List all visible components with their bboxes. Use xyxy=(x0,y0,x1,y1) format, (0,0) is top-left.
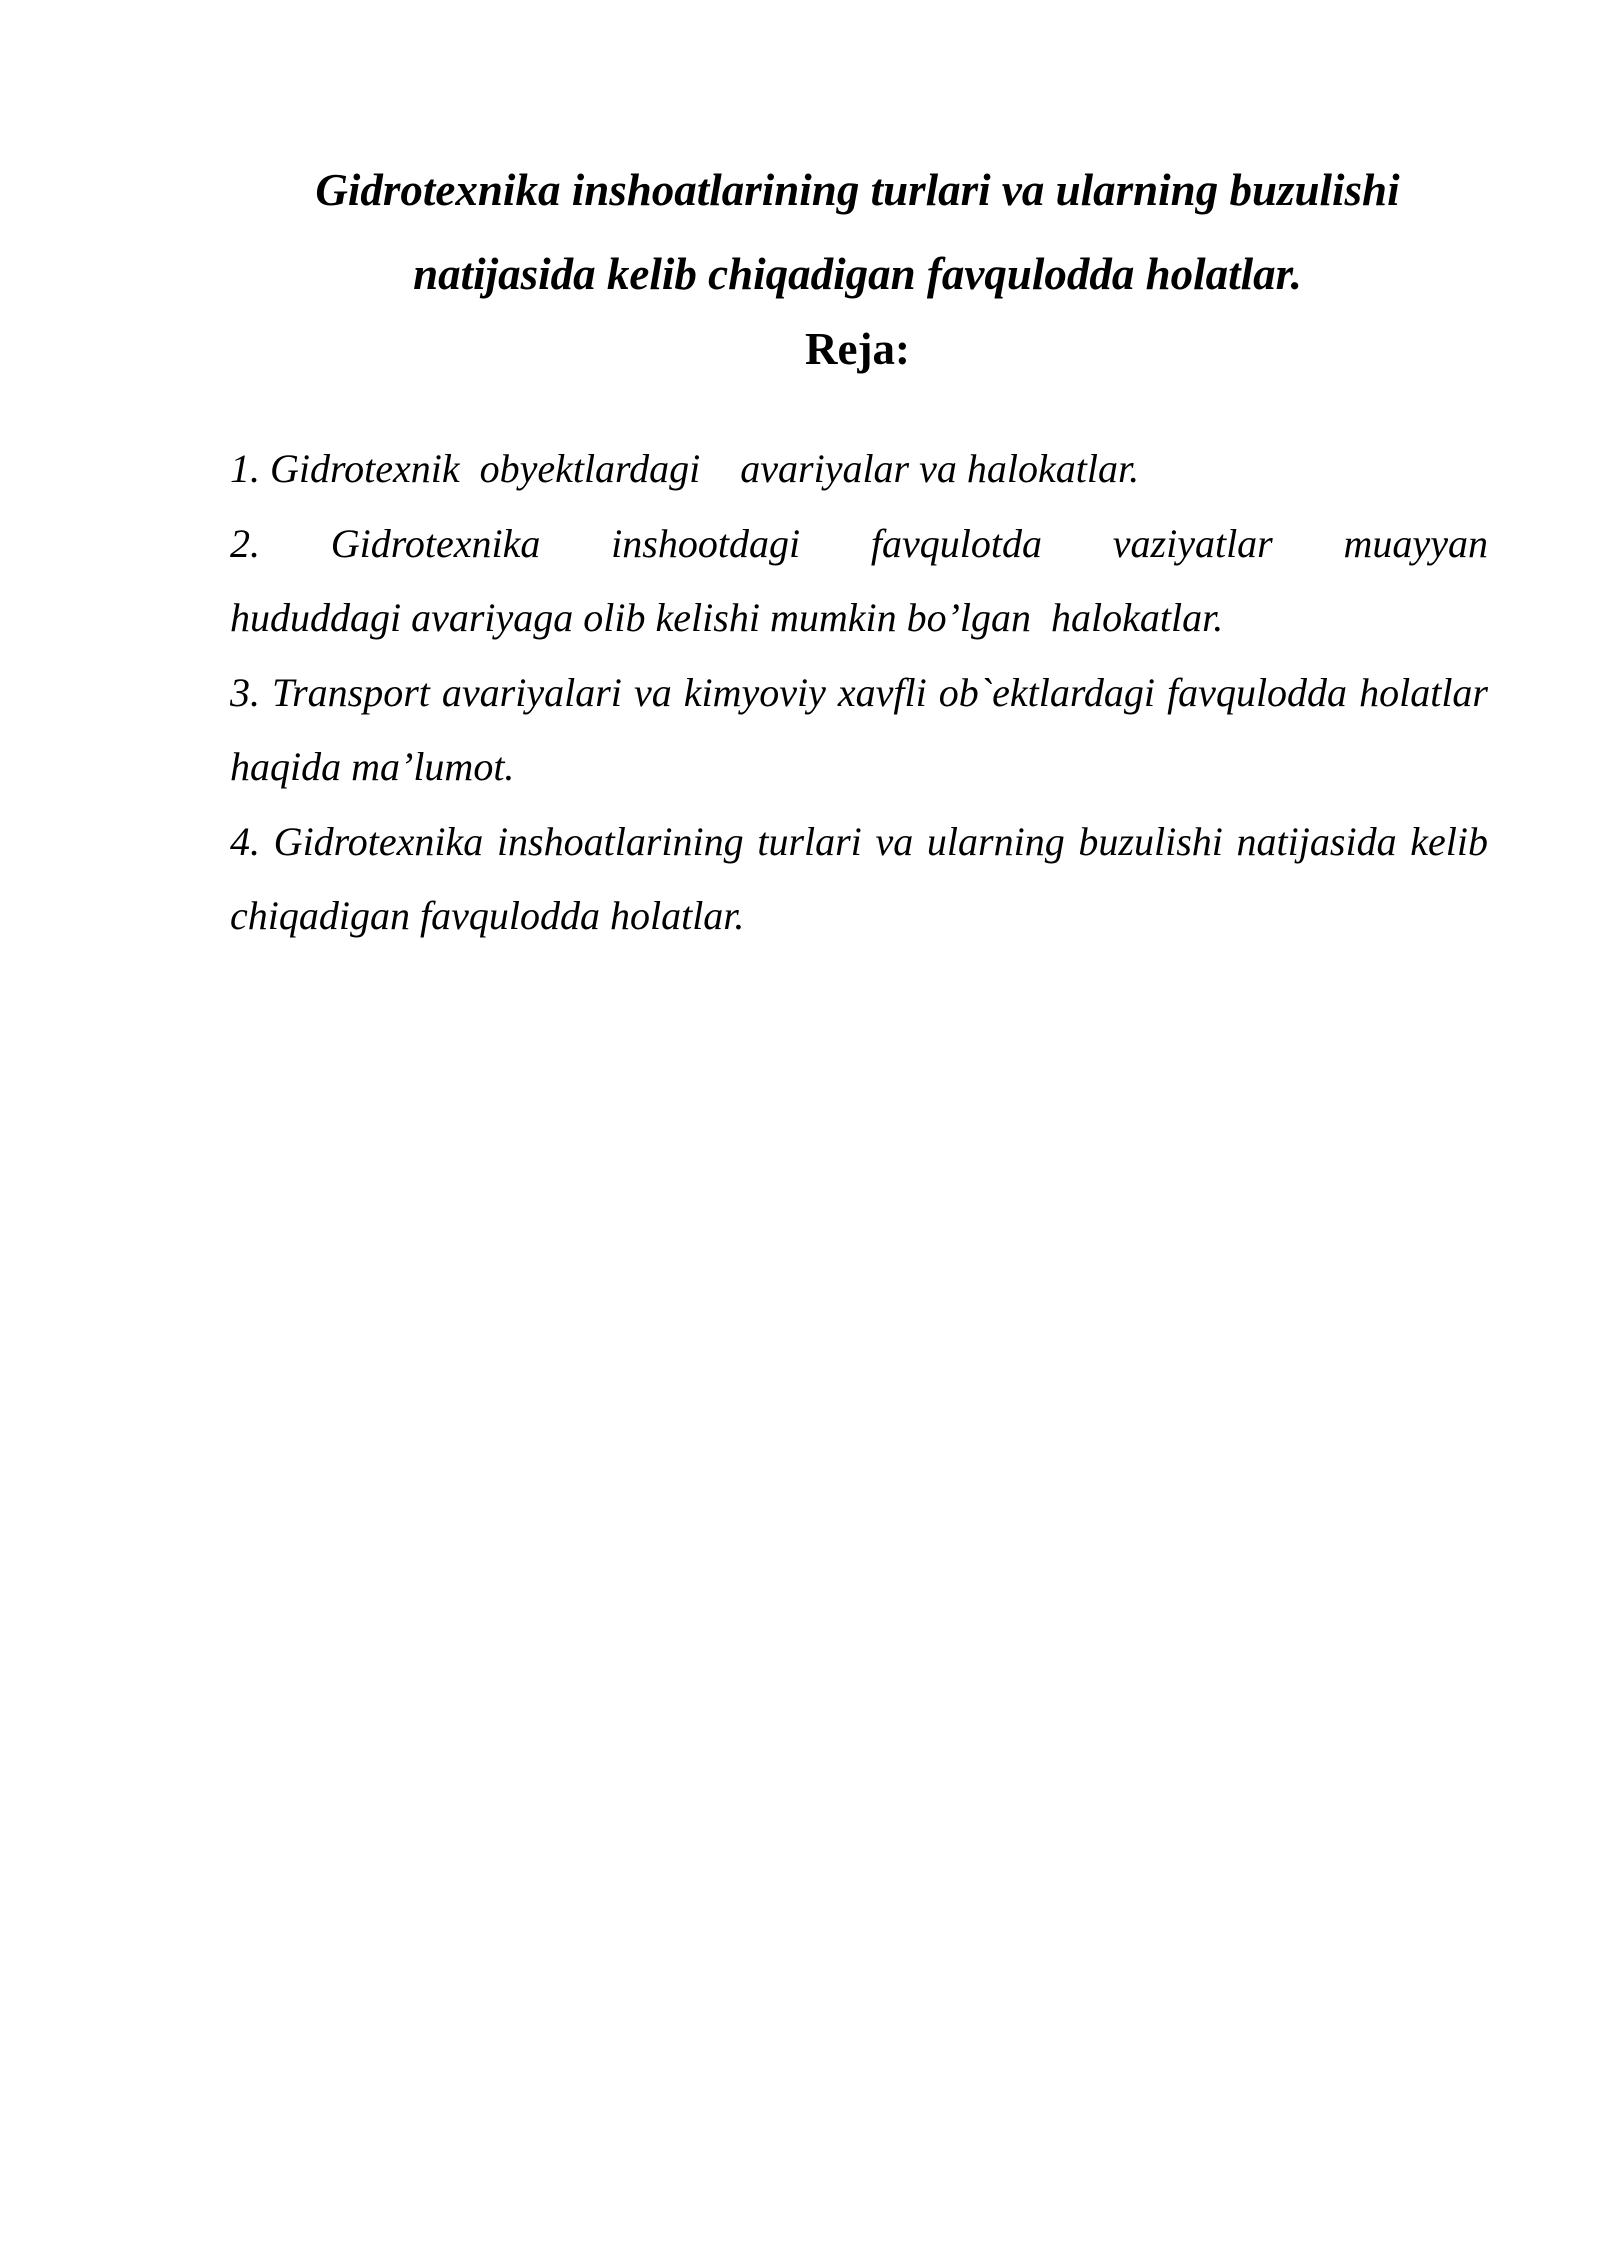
plan-list xyxy=(230,432,1488,954)
plan-item-2-word-3: inshootdagi xyxy=(611,520,801,566)
plan-item-2-continuation: hududdagi avariyaga olib kelishi mumkin bo’lgan halokatlar. xyxy=(230,595,1224,640)
plan-item-2-word-5: vaziyatlar xyxy=(1112,520,1273,566)
plan-item-4 xyxy=(230,805,1488,954)
plan-item-1 xyxy=(230,432,1488,507)
plan-item-3-text: 3. Transport avariyalari va kimyoviy xavfli ob`ektlardagi favqulodda holatlar haqida ma’lumot. xyxy=(230,669,1488,789)
plan-item-2-word-1: 2. xyxy=(230,520,260,566)
plan-item-4-text: 4. Gidrotexnika inshoatlarining turlari va ularning buzulishi natijasida kelib chiqadigan favqulodda holatlar. xyxy=(230,818,1488,938)
plan-item-2-word-4: favqulotda xyxy=(870,520,1042,566)
plan-item-1-text: 1. Gidrotexnik obyektlardagi avariyalar va halokatlar. xyxy=(230,446,1140,491)
plan-heading: Reja: xyxy=(805,324,910,374)
plan-item-2-word-6: muayyan xyxy=(1343,520,1488,566)
document-title: Gidrotexnika inshoatlarining turlari va ularning buzulishi natijasida kelib chiqadigan favqulodda holatlar. xyxy=(315,165,1400,299)
plan-item-2-word-2: Gidrotexnika xyxy=(330,520,541,566)
plan-item-2 xyxy=(230,507,1488,656)
plan-item-3 xyxy=(230,656,1488,805)
plan-item-2-first-line xyxy=(230,507,1488,582)
